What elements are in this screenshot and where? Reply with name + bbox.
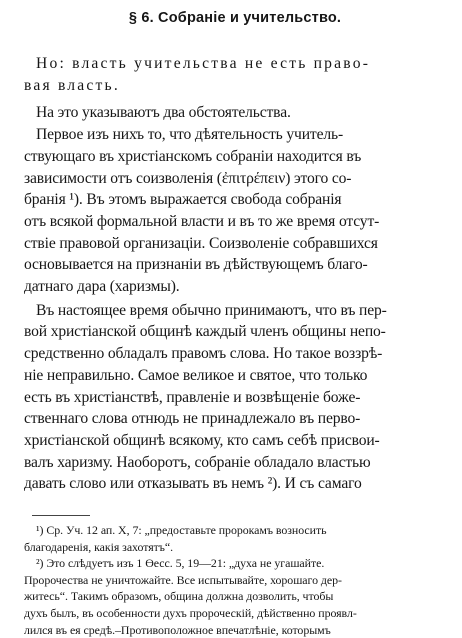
text-line: отъ всякой формальной власти и въ то же время отсут- [24, 212, 380, 230]
text-line: валъ харизму. Наоборотъ, собраніе обладало властью [24, 453, 371, 471]
text-line: бранія ¹). Въ этомъ выражается свобода собранія [24, 191, 342, 209]
text-line: вой христіанской общинѣ каждый членъ общины непо- [24, 323, 386, 341]
text-line: давать слово или отказывать въ немъ ²). И съ самаго [24, 475, 362, 493]
text-line: христіанской общинѣ всякому, кто самъ себѣ присвои- [24, 431, 380, 449]
text-line: ніе неправильно. Самое великое и святое, что только [24, 366, 368, 384]
footnote-divider [32, 515, 90, 516]
footnote-1 [24, 522, 442, 555]
text-line: вая власть. [24, 76, 120, 94]
footnote-2 [24, 555, 442, 638]
text-line: ственнаго слова отнюдь не принадлежало въ перво- [24, 410, 361, 428]
text-line: есть въ христіанствѣ, правленіе и возвѣщеніе боже- [24, 388, 361, 406]
footnote-line: ¹) Ср. Уч. 12 ап. X, 7: „предоставьте пророкамъ возносить [36, 523, 327, 538]
paragraph-3 [24, 300, 442, 495]
text-line: Первое изъ нихъ то, что дѣятельность учитель- [36, 126, 343, 144]
section-heading: § 6. Собраніе и учительство. [128, 10, 342, 26]
text-line: датнаго дара (харизмы). [24, 278, 180, 296]
thesis-paragraph [24, 53, 442, 96]
text-line: средственно обладалъ правомъ слова. Но такое воззрѣ- [24, 345, 383, 363]
text-line: Въ настоящее время обычно принимаютъ, что въ пер- [36, 301, 387, 319]
footnote-line: ²) Это слѣдуетъ изъ 1 Өесс. 5, 19—21: „духа не угашайте. [36, 556, 325, 571]
footnote-line: лился въ ея средѣ.–Противоположное впечатлѣніе, которымъ [24, 622, 331, 637]
text-line: Но: власть учительства не есть право- [36, 55, 371, 72]
text-line: ствующаго въ христіанскомъ собраніи находится въ [24, 147, 362, 165]
text-line: На это указываютъ два обстоятельства. [36, 104, 291, 122]
footnote-line: духъ былъ, въ особенности духъ пророческій, дѣйственно проявл- [24, 606, 357, 621]
text-line: основывается на признаніи въ дѣйствующемъ благо- [24, 256, 368, 274]
footnote-line: Пророчества не уничтожайте. Все испытывайте, хорошаго дер- [24, 572, 342, 587]
footnote-line: житесь“. Такимъ образомъ, община должна дозволить, чтобы [24, 589, 334, 604]
text-line: зависимости отъ соизволенія (ἐπιτρέπειν) этого со- [24, 169, 352, 187]
footnotes [24, 522, 442, 638]
paragraph-2 [24, 124, 442, 298]
footnote-line: благодаренія, какія захотятъ“. [24, 539, 174, 554]
text-line: ствіе правовой организаціи. Соизволеніе собравшихся [24, 234, 378, 252]
paragraph-1 [24, 102, 442, 124]
